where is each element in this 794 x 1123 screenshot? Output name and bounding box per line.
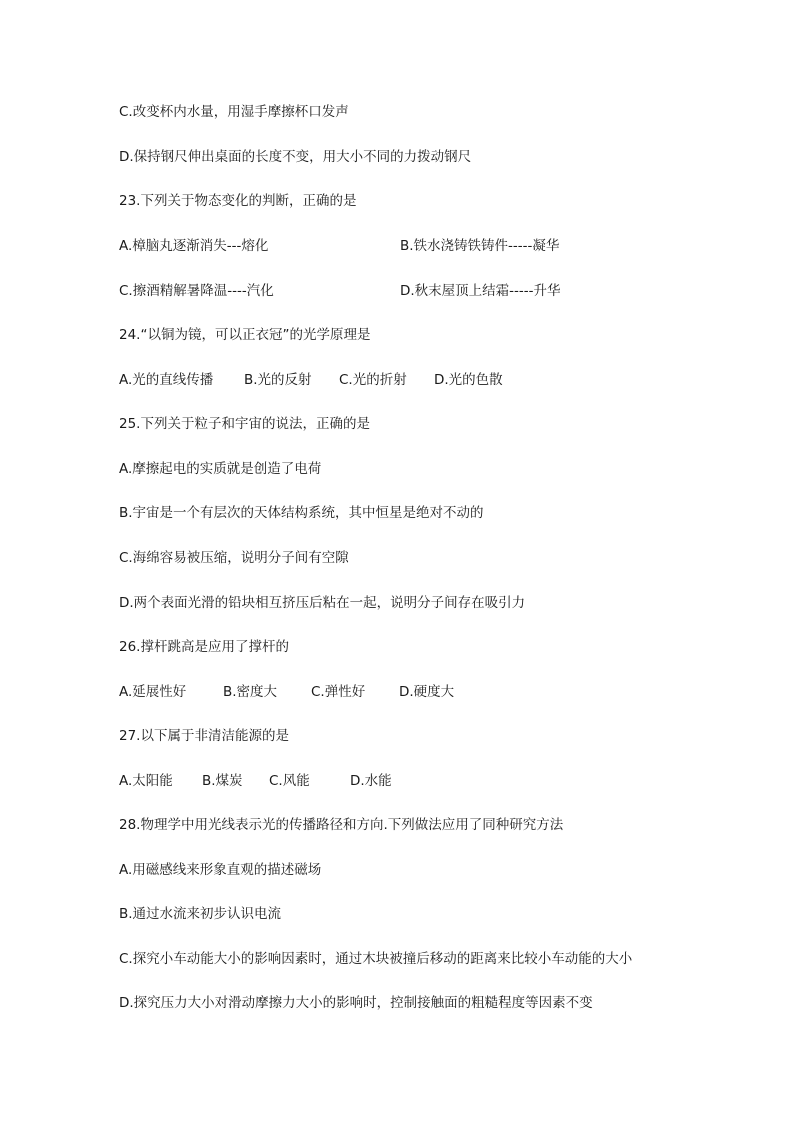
question-24-option-b: B.光的反射: [244, 372, 312, 388]
question-28-option-b: B.通过水流来初步认识电流: [119, 906, 282, 922]
question-24-stem: 24.“以铜为镜，可以正衣冠”的光学原理是: [119, 327, 371, 343]
question-25-option-b: B.宇宙是一个有层次的天体结构系统，其中恒星是绝对不动的: [119, 505, 484, 521]
question-27-option-d: D.水能: [350, 773, 392, 789]
question-25-option-c: C.海绵容易被压缩，说明分子间有空隙: [119, 550, 349, 566]
question-22-option-c: C.改变杯内水量，用湿手摩擦杯口发声: [119, 104, 349, 120]
question-28-stem: 28.物理学中用光线表示光的传播路径和方向.下列做法应用了同种研究方法: [119, 817, 564, 833]
question-28-option-d: D.探究压力大小对滑动摩擦力大小的影响时，控制接触面的粗糙程度等因素不变: [119, 995, 593, 1011]
question-23-option-c: C.擦酒精解暑降温----汽化: [119, 283, 274, 299]
question-27-option-b: B.煤炭: [202, 773, 243, 789]
question-24-option-a: A.光的直线传播: [119, 372, 214, 388]
question-26-option-a: A.延展性好: [119, 684, 187, 700]
question-27-option-a: A.太阳能: [119, 773, 173, 789]
question-24-option-c: C.光的折射: [339, 372, 407, 388]
question-23-stem: 23.下列关于物态变化的判断，正确的是: [119, 193, 357, 209]
question-25-option-a: A.摩擦起电的实质就是创造了电荷: [119, 461, 322, 477]
question-27-stem: 27.以下属于非清洁能源的是: [119, 728, 289, 744]
question-24-option-d: D.光的色散: [434, 372, 503, 388]
question-26-stem: 26.撑杆跳高是应用了撑杆的: [119, 639, 289, 655]
question-26-option-c: C.弹性好: [311, 684, 366, 700]
question-26-option-d: D.硬度大: [399, 684, 455, 700]
question-25-stem: 25.下列关于粒子和宇宙的说法，正确的是: [119, 416, 370, 432]
question-23-option-b: B.铁水浇铸铁铸件-----凝华: [400, 238, 560, 254]
question-23-option-d: D.秋末屋顶上结霜-----升华: [400, 283, 561, 299]
question-28-option-a: A.用磁感线来形象直观的描述磁场: [119, 862, 322, 878]
question-22-option-d: D.保持钢尺伸出桌面的长度不变，用大小不同的力拨动钢尺: [119, 149, 472, 165]
question-28-option-c: C.探究小车动能大小的影响因素时，通过木块被撞后移动的距离来比较小车动能的大小: [119, 951, 633, 967]
question-25-option-d: D.两个表面光滑的铅块相互挤压后粘在一起，说明分子间存在吸引力: [119, 595, 526, 611]
question-23-option-a: A.樟脑丸逐渐消失---熔化: [119, 238, 269, 254]
question-26-option-b: B.密度大: [223, 684, 278, 700]
question-27-option-c: C.风能: [269, 773, 310, 789]
